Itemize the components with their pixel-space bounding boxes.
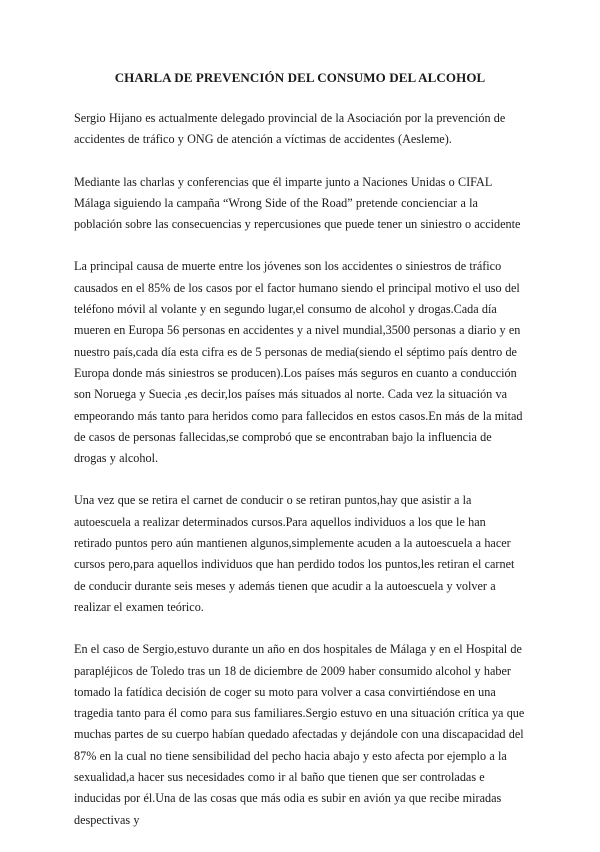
paragraph-campaign: Mediante las charlas y conferencias que él imparte junto a Naciones Unidas o CIFAL Málaga siguiendo la campaña “Wrong Side of the Road” pretende concienciar a la población sobre las consecuencias y repercusiones que puede tener un siniestro o accidente (74, 174, 521, 232)
paragraph-causes: La principal causa de muerte entre los jóvenes son los accidentes o siniestros de tráfico causados en el 85% de los casos por el factor humano siendo el principal motivo el uso del teléfono móvil al volante y en segundo lugar,el consumo de alcohol y drogas.Cada día mueren en Europa 56 personas en accidentes y a nivel mundial,3500 personas a diario y en nuestro país,cada día esta cifra es de 5 personas de media(siendo el séptimo país dentro de Europa donde más siniestros se producen).Los países más seguros en cuanto a conducción son Noruega y Suecia ,es decir,los países más situados al norte. Cada vez la situación va empeorando más tanto para heridos como para fallecidos en estos casos.En más de la mitad de casos de personas fallecidas,se comprobó que se encontraban bajo la influencia de drogas y alcohol. (74, 259, 523, 466)
paragraph-license: Una vez que se retira el carnet de conducir o se retiran puntos,hay que asistir a la autoescuela a realizar determinados cursos.Para aquellos individuos a los que le han retirado puntos pero aún mantienen algunos,simplemente acuden a la autoescuela a hacer cursos pero,para aquellos individuos que han perdido todos los puntos,les retiran el carnet de conducir durante seis meses y además tienen que acudir a la autoescuela y volver a realizar el examen teórico. (74, 493, 515, 614)
paragraph-sergio-case: En el caso de Sergio,estuvo durante un año en dos hospitales de Málaga y en el Hospital de parapléjicos de Toledo tras un 18 de diciembre de 2009 haber consumido alcohol y haber tomado la fatídica decisión de coger su moto para volver a casa convirtiéndose en una tragedia tanto para él como para sus familiares.Sergio estuvo en una situación crítica ya que muchas partes de su cuerpo habían quedado afectadas y dejándole con una discapacidad del 87% en la cual no tiene sensibilidad del pecho hacia abajo y esto afecta por ejemplo a la sexualidad,a hacer sus necesidades como ir al baño que tienen que ser controladas e inducidas por él.Una de las cosas que más odia es subir en avión ya que recibe miradas despectivas y (74, 642, 525, 827)
document-title: CHARLA DE PREVENCIÓN DEL CONSUMO DEL ALCOHOL (114, 70, 486, 85)
document-body (74, 108, 526, 852)
paragraph-intro: Sergio Hijano es actualmente delegado provincial de la Asociación por la prevención de accidentes de tráfico y ONG de atención a víctimas de accidentes (Aesleme). (74, 111, 506, 147)
